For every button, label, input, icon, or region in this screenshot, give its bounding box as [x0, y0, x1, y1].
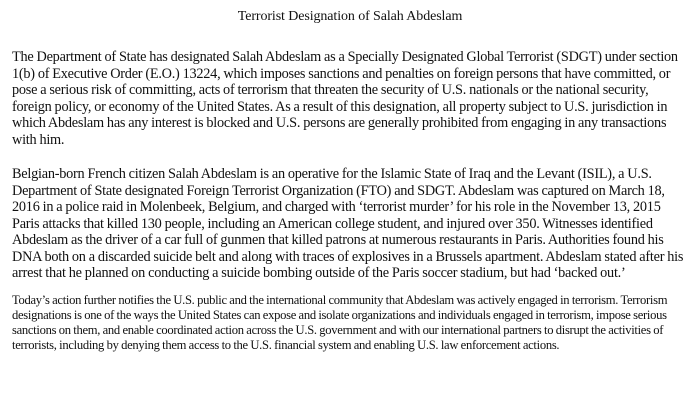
- document-title: Terrorist Designation of Salah Abdeslam: [237, 9, 463, 24]
- paragraph-today-action: Today’s action further notifies the U.S. public and the international community that Abdeslam was actively engaged in terrorism. Terrorism designations is one of the ways the United States can expose and isolate organizations and individuals engaged in terrorism, impose serious sanctions on them, and enable coordinated action across the U.S. government and with our international partners to disrupt the activities of terrorists, including by denying them access to the U.S. financial system and enabling U.S. law enforcement actions.: [12, 292, 668, 352]
- paragraph-background: Belgian-born French citizen Salah Abdeslam is an operative for the Islamic State of Iraq and the Levant (ISIL), a U.S. Department of State designated Foreign Terrorist Organization (FTO) and SDGT. Abdeslam was captured on March 18, 2016 in a police raid in Molenbeek, Belgium, and charged with ‘terrorist murder’ for his role in the November 13, 2015 Paris attacks that killed 130 people, including an American college student, and injured over 350. Witnesses identified Abdeslam as the driver of a car full of gunmen that killed patrons at numerous restaurants in Paris. Authorities found his DNA both on a discarded suicide belt and along with traces of explosives in a Brussels apartment. Abdeslam stated after his arrest that he planned on conducting a suicide bombing outside of the Paris soccer stadium, but had ‘backed out.’: [12, 166, 684, 281]
- paragraph-designation: The Department of State has designated Salah Abdeslam as a Specially Designated Global Terrorist (SDGT) under section 1(b) of Executive Order (E.O.) 13224, which imposes sanctions and penalties on foreign persons that have committed, or pose a serious risk of committing, acts of terrorism that threaten the security of U.S. nationals or the national security, foreign policy, or economy of the United States. As a result of this designation, all property subject to U.S. jurisdiction in which Abdeslam has any interest is blocked and U.S. persons are generally prohibited from engaging in any transactions with him.: [12, 49, 678, 148]
